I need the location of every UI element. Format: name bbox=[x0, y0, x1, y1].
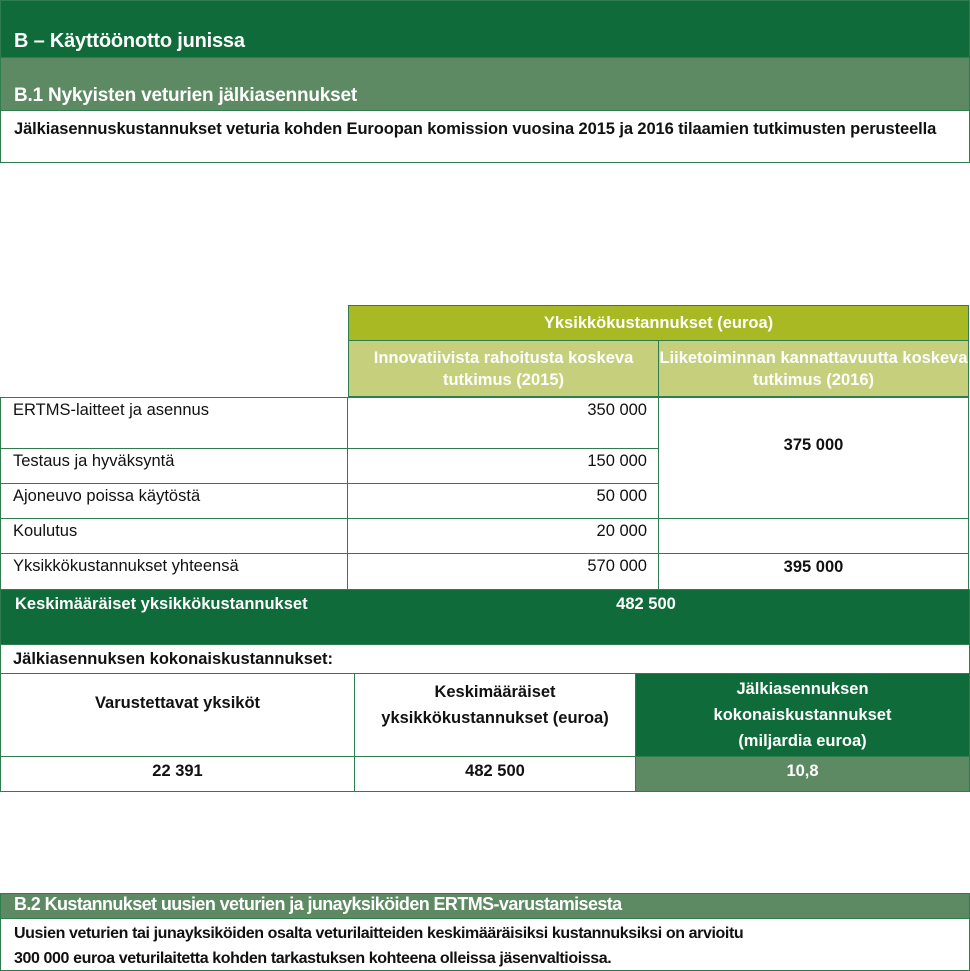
table-row-label: ERTMS-laitteet ja asennus bbox=[0, 397, 348, 449]
total-cost-title: Jälkiasennuksen kokonaiskustannukset: bbox=[0, 645, 970, 674]
unit-cost-group-header: Yksikkökustannukset (euroa) bbox=[348, 305, 969, 341]
section-b2-intro bbox=[0, 918, 970, 971]
section-b2-intro-line1: Uusien veturien tai junayksiköiden osalta veturilaitteiden keskimääräisiksi kustannuksiksi on arvioitu bbox=[14, 925, 744, 942]
value-units-to-equip: 22 391 bbox=[0, 756, 355, 792]
value-average-unit-cost: 482 500 bbox=[354, 756, 636, 792]
section-b2-title: B.2 Kustannukset uusien veturien ja junayksiköiden ERTMS-varustamisesta bbox=[14, 894, 622, 914]
section-b1-title: B.1 Nykyisten veturien jälkiasennukset bbox=[14, 85, 358, 106]
average-unit-cost-label: Keskimääräiset yksikkökustannukset bbox=[15, 595, 308, 613]
table-row-value: 20 000 bbox=[347, 518, 659, 554]
value-total-retrofit-cost: 10,8 bbox=[635, 756, 970, 792]
section-b1-intro: Jälkiasennuskustannukset veturia kohden Euroopan komission vuosina 2015 ja 2016 tilaamien tutkimusten perusteella bbox=[0, 110, 970, 163]
table-row-label: Testaus ja hyväksyntä bbox=[0, 448, 348, 484]
study-2016-total-value: 395 000 bbox=[658, 553, 969, 590]
study-2016-combined-value: 375 000 bbox=[658, 397, 969, 519]
table-row-value: 50 000 bbox=[347, 483, 659, 519]
column-header-2016-study: Liiketoiminnan kannattavuutta koskeva tutkimus (2016) bbox=[658, 341, 969, 397]
section-b2-intro-line2: 300 000 euroa veturilaitetta kohden tarkastuksen kohteena olleissa jäsenvaltioissa. bbox=[14, 950, 612, 967]
section-b1-header bbox=[0, 58, 970, 110]
table-row-label: Koulutus bbox=[0, 518, 348, 554]
section-b2-header bbox=[0, 893, 970, 918]
header-units-to-equip: Varustettavat yksiköt bbox=[0, 673, 355, 757]
section-b-header bbox=[0, 0, 970, 58]
average-unit-cost-value: 482 500 bbox=[616, 595, 676, 613]
table-row-label: Yksikkökustannukset yhteensä bbox=[0, 553, 348, 590]
header-average-unit-cost bbox=[354, 673, 636, 757]
average-unit-cost-row bbox=[0, 589, 970, 645]
table-row-value: 570 000 bbox=[347, 553, 659, 590]
table-row-label: Ajoneuvo poissa käytöstä bbox=[0, 483, 348, 519]
table-row-value: 350 000 bbox=[347, 397, 659, 449]
header-average-unit-cost-text: Keskimääräiset yksikkökustannukset (euroa) bbox=[381, 683, 609, 727]
header-total-retrofit-cost bbox=[635, 673, 970, 757]
table-row-value: 150 000 bbox=[347, 448, 659, 484]
column-header-2015-study: Innovatiivista rahoitusta koskeva tutkimus (2015) bbox=[348, 341, 659, 397]
study-2016-empty-cell bbox=[658, 518, 969, 554]
section-b-title: B – Käyttöönotto junissa bbox=[14, 30, 245, 52]
header-total-retrofit-cost-text: Jälkiasennuksen kokonaiskustannukset (miljardia euroa) bbox=[713, 680, 892, 750]
